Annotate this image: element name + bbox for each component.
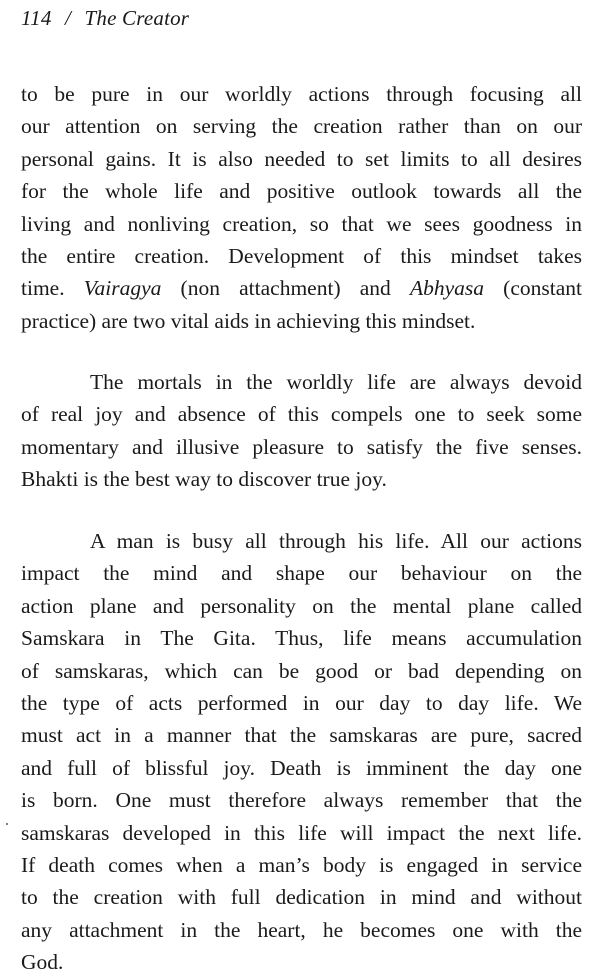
header-separator: /	[65, 6, 72, 30]
italic-term: Vairagya	[83, 276, 162, 301]
stray-ink-mark	[6, 823, 8, 825]
text-line: to be pure in our worldly actions through focusing all	[21, 82, 582, 106]
text-line: is born. One must therefore always remember that the	[21, 788, 582, 813]
text-line: action plane and personality on the mental plane called	[21, 593, 582, 618]
text-line: our attention on serving the creation rather than on our	[21, 114, 582, 139]
text-line: Samskara in The Gita. Thus, life means accumulation	[21, 626, 582, 651]
running-header	[21, 6, 189, 31]
text-line: of samskaras, which can be good or bad depending on	[21, 658, 582, 683]
text-line: and full of blissful joy. Death is imminent the day one	[21, 755, 582, 780]
text-line: If death comes when a man’s body is engaged in service	[21, 852, 582, 877]
text-line: time. Vairagya (non attachment) and Abhyasa (constant	[21, 276, 582, 301]
text-line: for the whole life and positive outlook towards all the	[21, 179, 582, 204]
text-line: Bhakti is the best way to discover true joy.	[21, 467, 387, 492]
text-line: impact the mind and shape our behaviour on the	[21, 561, 582, 586]
text-line: God.	[21, 950, 64, 975]
text-line: to the creation with full dedication in mind and without	[21, 885, 582, 910]
text-line: the entire creation. Development of this mindset takes	[21, 243, 582, 268]
text-line: living and nonliving creation, so that we sees goodness in	[21, 211, 582, 236]
text-line: the type of acts performed in our day to day life. We	[21, 690, 582, 715]
text-line: personal gains. It is also needed to set limits to all desires	[21, 146, 582, 171]
text-line: A man is busy all through his life. All our actions	[90, 529, 582, 553]
text-line: samskaras developed in this life will impact the next life.	[21, 820, 582, 845]
page-number: 114	[21, 6, 52, 30]
text-line: any attachment in the heart, he becomes one with the	[21, 917, 582, 942]
text-line: must act in a manner that the samskaras are pure, sacred	[21, 723, 582, 748]
paragraph-1	[21, 78, 582, 337]
text-line: of real joy and absence of this compels one to seek some	[21, 402, 582, 427]
italic-term: Abhyasa	[409, 276, 485, 301]
paragraph-3	[21, 525, 582, 978]
text-line: momentary and illusive pleasure to satisfy the five senses.	[21, 434, 582, 459]
book-title: The Creator	[84, 6, 190, 30]
text-line: The mortals in the worldly life are always devoid	[90, 370, 582, 394]
text-line: practice) are two vital aids in achieving this mindset.	[21, 308, 476, 333]
paragraph-2	[21, 366, 582, 496]
